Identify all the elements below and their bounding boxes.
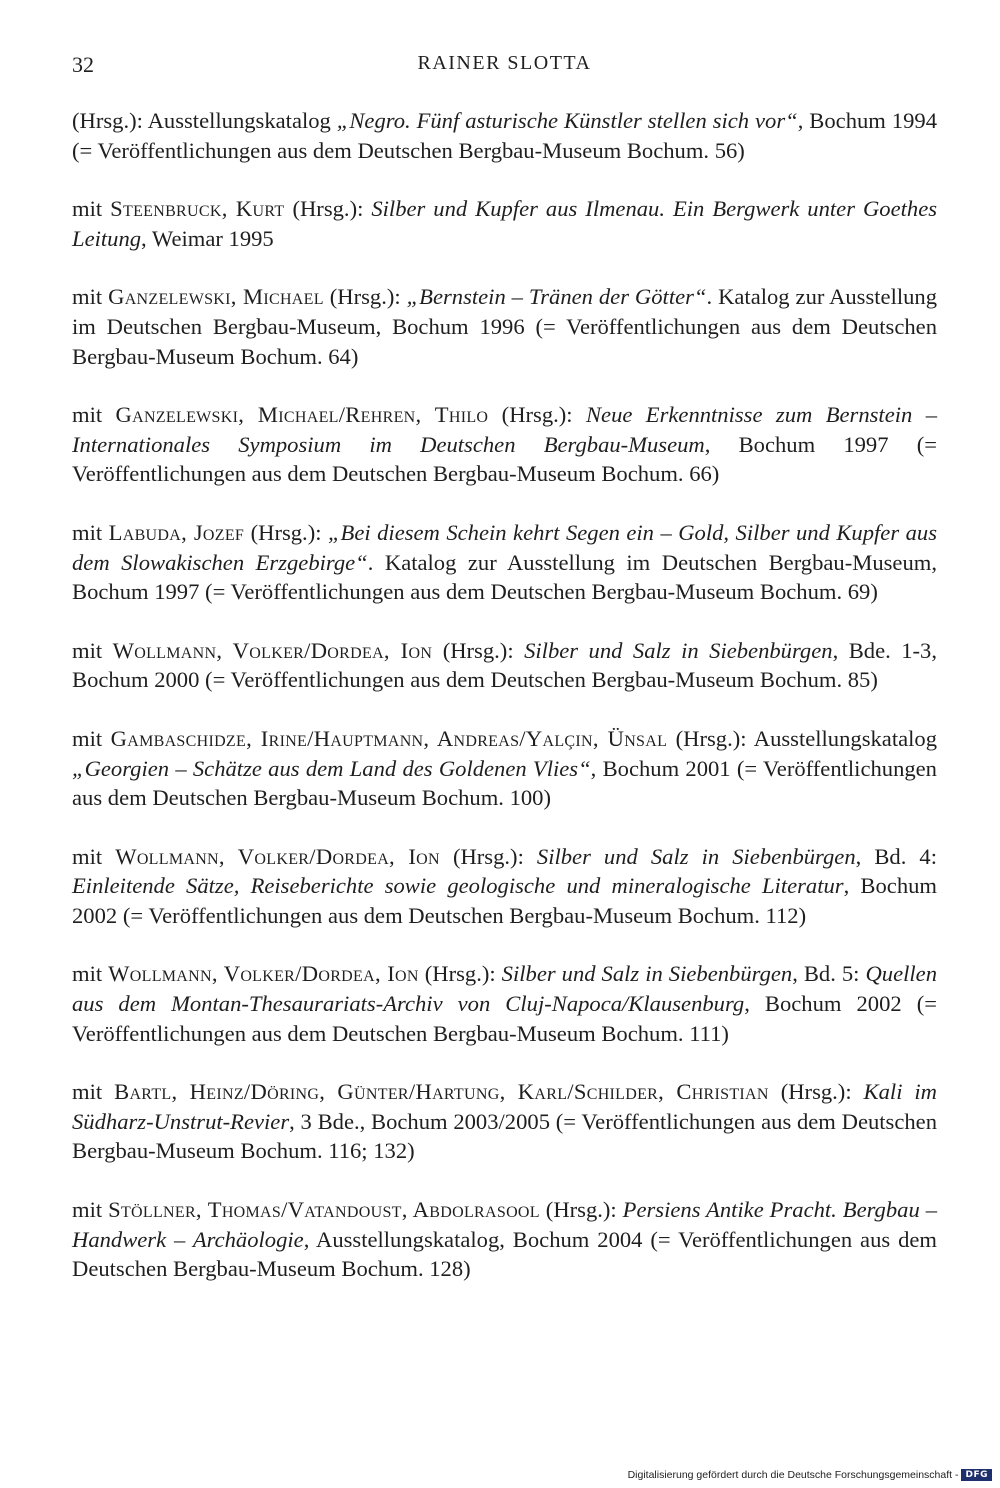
bibliography-entry	[72, 106, 937, 165]
entry-text: , Bochum 2001 (= Veröffentlichungen aus dem Deutschen Bergbau-Museum Bochum. 100)	[72, 755, 937, 811]
entry-title: Silber und Salz in Siebenbürgen	[501, 961, 793, 987]
entry-authors: Ganzelewski, Michael/Rehren, Thilo	[115, 402, 489, 428]
entry-text: (Hrsg.): Ausstellungskatalog	[72, 108, 337, 133]
credit-text: Digitalisierung gefördert durch die Deutsche Forschungsgemeinschaft -	[627, 1469, 959, 1481]
entry-authors: Bartl, Heinz/Döring, Günter/Hartung, Karl/Schilder, Christian	[114, 1079, 769, 1105]
entry-text: mit	[72, 284, 109, 310]
bibliography-entry	[72, 959, 937, 1048]
entry-title: Silber und Kupfer aus Ilmenau. Ein Bergwerk unter Goethes Leitung	[72, 196, 938, 251]
entry-authors: Gambaschidze, Irine/Hauptmann, Andreas/Yalçin, Ünsal	[110, 725, 668, 751]
entry-text: mit	[72, 637, 113, 663]
entry-text: (Hrsg.):	[768, 1079, 864, 1105]
entry-text: , Bd. 4:	[855, 843, 937, 869]
entry-text: , Bd. 5:	[792, 961, 866, 987]
bibliography-entry	[72, 1077, 937, 1166]
entry-authors: Wollmann, Volker/Dordea, Ion	[108, 961, 419, 987]
entry-text: (Hrsg.):	[439, 843, 537, 869]
entry-title: Persiens Antike Pracht. Bergbau – Handwerk – Archäologie	[72, 1197, 937, 1252]
entry-text: mit	[72, 402, 116, 428]
entry-text: , Bochum 1997 (= Veröffentlichungen aus dem Deutschen Bergbau-Museum Bochum. 66)	[72, 431, 937, 487]
entry-text: . Katalog zur Ausstellung im Deutschen Bergbau-Museum, Bochum 1997 (= Veröffentlichungen aus dem Deutschen Bergbau-Museum Bochum. 69)	[72, 549, 937, 605]
entry-title: „Georgien – Schätze aus dem Land des Goldenen Vlies“	[72, 755, 591, 781]
digitization-credit	[628, 1466, 992, 1484]
bibliography-entry	[72, 1195, 937, 1284]
entry-text: (Hrsg.): Ausstellungskatalog	[667, 725, 937, 751]
entry-text: , Weimar 1995	[141, 225, 274, 251]
entry-title: „Bernstein – Tränen der Götter“	[406, 284, 707, 310]
entry-authors: Steenbruck, Kurt	[110, 196, 285, 222]
entry-text: , Bochum 2002 (= Veröffentlichungen aus dem Deutschen Bergbau-Museum Bochum. 112)	[72, 873, 937, 928]
entry-text: . Katalog zur Ausstellung im Deutschen Bergbau-Museum, Bochum 1996 (= Veröffentlichungen aus dem Deutschen Bergbau-Museum Bochum. 64)	[72, 284, 938, 369]
bibliography-entry	[72, 724, 937, 813]
entry-text: (Hrsg.):	[244, 519, 328, 545]
entry-title: Quellen aus dem Montan-Thesaurariats-Archiv von Cluj-Napoca/Klausenburg	[72, 961, 937, 1017]
bibliography-entry	[72, 400, 937, 489]
entry-text: (Hrsg.):	[539, 1197, 623, 1223]
entry-text: (Hrsg.):	[418, 961, 502, 987]
entry-text: , Ausstellungskatalog, Bochum 2004 (= Veröffentlichungen aus dem Deutschen Bergbau-Museum Bochum. 128)	[72, 1226, 937, 1282]
entry-title: Silber und Salz in Siebenbürgen	[524, 637, 833, 663]
entry-authors: Stöllner, Thomas/Vatandoust, Abdolrasool	[108, 1197, 540, 1223]
entry-title: Neue Erkenntnisse zum Bernstein – Internationales Symposium im Deutschen Bergbau-Museum	[72, 402, 937, 457]
running-head: RAINER SLOTTA	[417, 52, 592, 74]
entry-title: Kali im Südharz-Unstrut-Revier	[72, 1079, 937, 1134]
entry-text: mit	[72, 1079, 115, 1105]
entry-text: , Bochum 1994 (= Veröffentlichungen aus dem Deutschen Bergbau-Museum Bochum. 56)	[72, 108, 937, 163]
entry-text: mit	[72, 1197, 109, 1223]
entry-text: (Hrsg.):	[284, 196, 372, 222]
bibliography-entry	[72, 518, 937, 607]
entry-text: mit	[72, 961, 109, 987]
bibliography-entry	[72, 842, 937, 931]
entry-text: , Bochum 2002 (= Veröffentlichungen aus dem Deutschen Bergbau-Museum Bochum. 111)	[72, 991, 937, 1046]
entry-authors: Labuda, Jozef	[108, 519, 245, 545]
entry-text: mit	[72, 725, 111, 751]
entry-text: (Hrsg.):	[488, 402, 586, 428]
entry-title: „Bei diesem Schein kehrt Segen ein – Gold, Silber und Kupfer aus dem Slowakischen Erzgebirge“	[72, 519, 937, 575]
entry-authors: Ganzelewski, Michael	[108, 284, 324, 310]
entry-authors: Wollmann, Volker/Dordea, Ion	[112, 637, 433, 663]
bibliography-list	[72, 106, 937, 1313]
bibliography-entry	[72, 636, 937, 695]
entry-text: (Hrsg.):	[432, 637, 525, 663]
dfg-logo: DFG	[961, 1469, 992, 1481]
entry-title: Einleitende Sätze, Reiseberichte sowie geologische und mineralogische Literatur	[72, 873, 844, 899]
entry-title: Silber und Salz in Siebenbürgen	[536, 843, 856, 869]
page-header	[72, 52, 937, 84]
entry-text: , 3 Bde., Bochum 2003/2005 (= Veröffentlichungen aus dem Deutschen Bergbau-Museum Bochum. 116; 132)	[72, 1108, 937, 1164]
bibliography-entry	[72, 282, 937, 371]
entry-authors: Wollmann, Volker/Dordea, Ion	[115, 843, 440, 869]
bibliography-entry	[72, 194, 937, 253]
page-number: 32	[72, 52, 94, 77]
entry-text: (Hrsg.):	[323, 284, 407, 310]
entry-title: „Negro. Fünf asturische Künstler stellen sich vor“	[336, 108, 798, 133]
entry-text: mit	[72, 196, 111, 222]
entry-text: mit	[72, 843, 116, 869]
entry-text: mit	[72, 519, 109, 545]
entry-text: , Bde. 1-3, Bochum 2000 (= Veröffentlichungen aus dem Deutschen Bergbau-Museum Bochum. 85)	[72, 637, 938, 693]
